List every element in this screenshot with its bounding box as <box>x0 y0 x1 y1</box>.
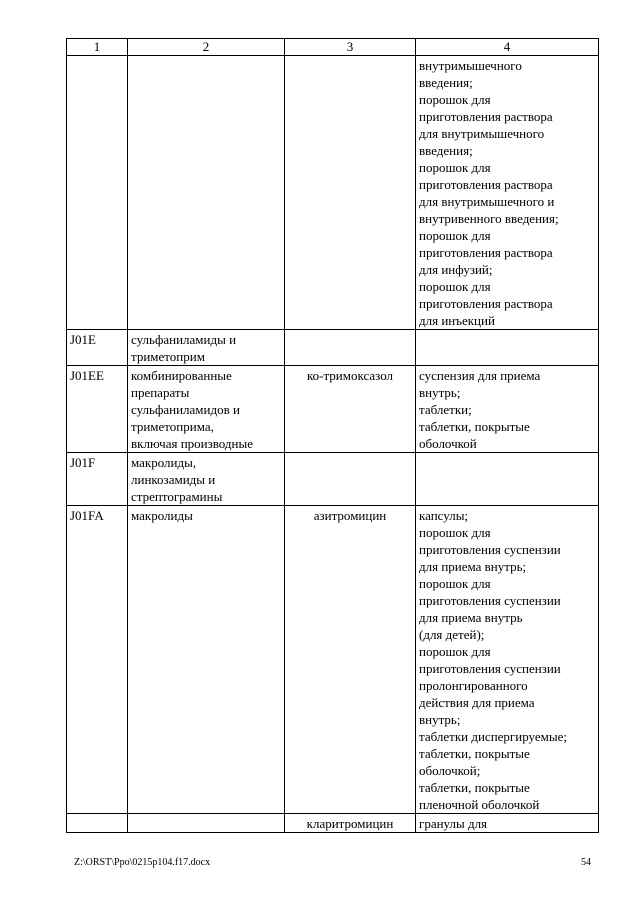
group-name-line: включая производные <box>131 436 253 451</box>
dosage-form-line: порошок для <box>419 92 491 107</box>
group-name-cell <box>128 814 285 833</box>
dosage-form-line: внутривенного введения; <box>419 211 559 226</box>
group-name-cell <box>128 506 285 814</box>
column-header-3: 3 <box>285 39 416 56</box>
table-row <box>67 453 599 506</box>
dosage-form-line: действия для приема <box>419 695 535 710</box>
group-name-line: макролиды <box>131 508 193 523</box>
group-name-cell <box>128 330 285 366</box>
atc-code-cell <box>67 56 128 330</box>
footer-file-path: Z:\ORST\Ppo\0215p104.f17.docx <box>74 857 211 868</box>
dosage-form-line: приготовления суспензии <box>419 593 561 608</box>
drug-name-cell <box>285 453 416 506</box>
dosage-form-line: таблетки диспергируемые; <box>419 729 567 744</box>
column-header-1: 1 <box>67 39 128 56</box>
dosage-form-line: порошок для <box>419 576 491 591</box>
group-name-line: триметоприма, <box>131 419 214 434</box>
dosage-form-line: капсулы; <box>419 508 469 523</box>
dosage-form-line: приготовления раствора <box>419 109 553 124</box>
dosage-form-line: порошок для <box>419 160 491 175</box>
group-name-line: сульфаниламиды и <box>131 332 237 347</box>
table-row <box>67 366 599 453</box>
table-row <box>67 814 599 833</box>
dosage-form-line: для инъекций <box>419 313 495 328</box>
dosage-form-line: внутрь; <box>419 712 461 727</box>
dosage-form-line: для инфузий; <box>419 262 493 277</box>
atc-code-cell: J01F <box>67 453 128 506</box>
dosage-form-line: пролонгированного <box>419 678 528 693</box>
atc-code-cell: J01FA <box>67 506 128 814</box>
drug-name-cell: азитромицин <box>285 506 416 814</box>
dosage-form-line: приготовления раствора <box>419 296 553 311</box>
drug-name-cell <box>285 56 416 330</box>
dosage-form-line: таблетки; <box>419 402 472 417</box>
table-row <box>67 506 599 814</box>
dosage-form-line: внутримышечного <box>419 58 522 73</box>
group-name-line: триметоприм <box>131 349 205 364</box>
table-header-row <box>67 39 599 56</box>
dosage-forms-cell <box>416 56 599 330</box>
dosage-form-line: приготовления суспензии <box>419 661 561 676</box>
dosage-form-line: оболочкой <box>419 436 477 451</box>
dosage-form-line: введения; <box>419 75 473 90</box>
dosage-form-line: для приема внутрь <box>419 610 523 625</box>
atc-code-cell <box>67 814 128 833</box>
dosage-form-line: приготовления суспензии <box>419 542 561 557</box>
group-name-cell <box>128 366 285 453</box>
dosage-form-line: приготовления раствора <box>419 177 553 192</box>
group-name-line: стрептограмины <box>131 489 223 504</box>
dosage-form-line: введения; <box>419 143 473 158</box>
dosage-forms-cell <box>416 453 599 506</box>
group-name-line: сульфаниламидов и <box>131 402 240 417</box>
dosage-forms-cell <box>416 366 599 453</box>
dosage-form-line: для внутримышечного и <box>419 194 555 209</box>
dosage-form-line: пленочной оболочкой <box>419 797 540 812</box>
dosage-form-line: порошок для <box>419 279 491 294</box>
atc-code-cell: J01E <box>67 330 128 366</box>
atc-code-cell: J01EE <box>67 366 128 453</box>
dosage-form-line: гранулы для <box>419 816 488 831</box>
group-name-line: комбинированные <box>131 368 232 383</box>
table-body <box>67 56 599 833</box>
dosage-form-line: для внутримышечного <box>419 126 545 141</box>
dosage-form-line: оболочкой; <box>419 763 481 778</box>
table-row <box>67 56 599 330</box>
group-name-line: препараты <box>131 385 190 400</box>
dosage-form-line: порошок для <box>419 644 491 659</box>
drug-name-cell <box>285 330 416 366</box>
dosage-forms-cell <box>416 506 599 814</box>
dosage-form-line: (для детей); <box>419 627 485 642</box>
dosage-form-line: таблетки, покрытые <box>419 419 530 434</box>
column-header-2: 2 <box>128 39 285 56</box>
dosage-form-line: порошок для <box>419 228 491 243</box>
drug-name-cell: ко-тримоксазол <box>285 366 416 453</box>
dosage-form-line: внутрь; <box>419 385 461 400</box>
dosage-form-line: таблетки, покрытые <box>419 780 530 795</box>
drug-table <box>66 38 599 833</box>
group-name-line: линкозамиды и <box>131 472 216 487</box>
dosage-form-line: суспензия для приема <box>419 368 541 383</box>
group-name-cell <box>128 453 285 506</box>
table-row <box>67 330 599 366</box>
group-name-line: макролиды, <box>131 455 197 470</box>
dosage-form-line: порошок для <box>419 525 491 540</box>
drug-name-cell: кларитромицин <box>285 814 416 833</box>
dosage-forms-cell <box>416 330 599 366</box>
dosage-form-line: приготовления раствора <box>419 245 553 260</box>
dosage-form-line: для приема внутрь; <box>419 559 527 574</box>
dosage-forms-cell <box>416 814 599 833</box>
column-header-4: 4 <box>416 39 599 56</box>
footer-page-number: 54 <box>581 857 591 868</box>
dosage-form-line: таблетки, покрытые <box>419 746 530 761</box>
group-name-cell <box>128 56 285 330</box>
